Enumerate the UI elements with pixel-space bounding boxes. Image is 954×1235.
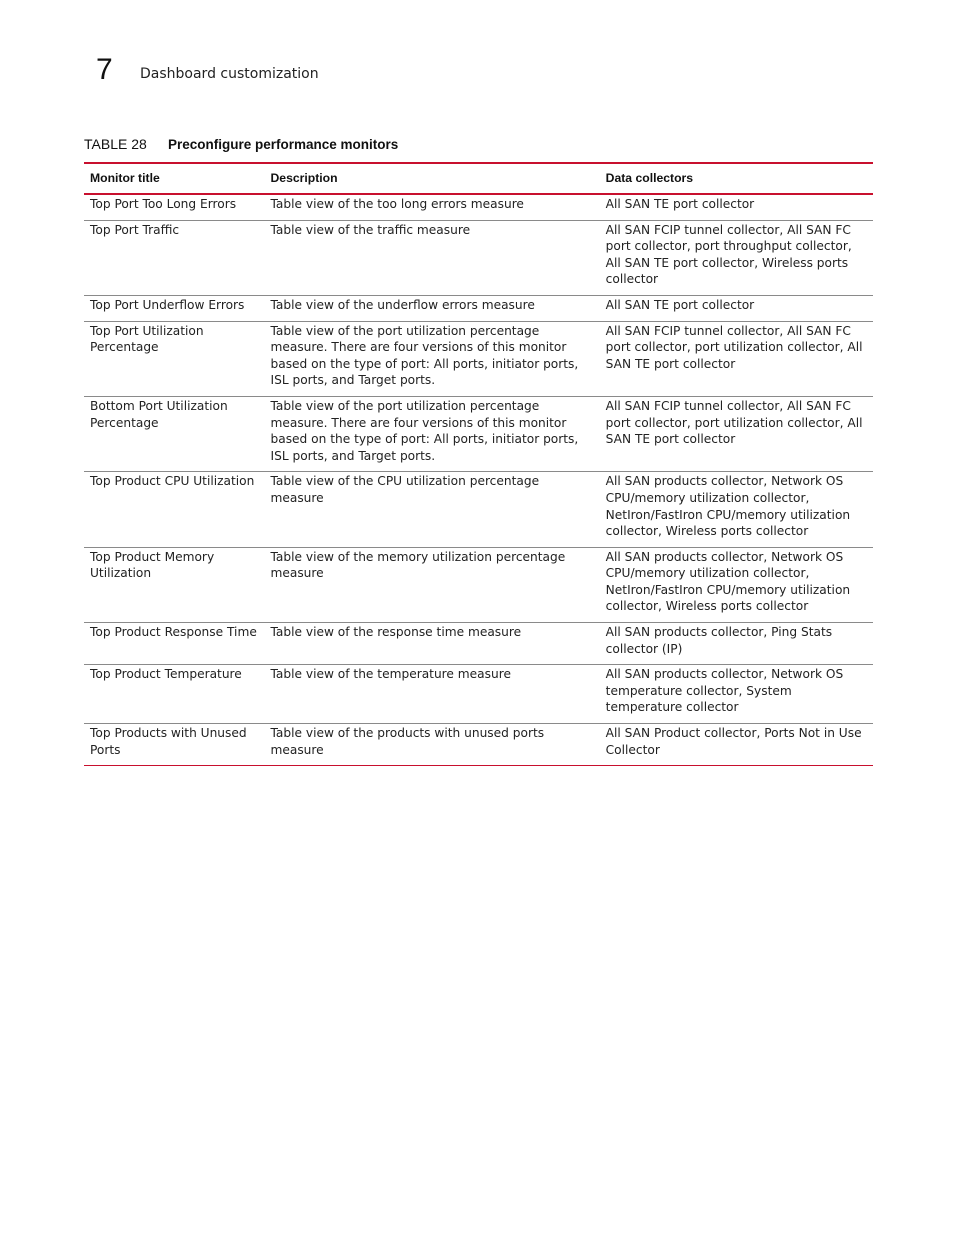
table-row: [84, 321, 873, 396]
monitor-title-cell: Top Port Too Long Errors: [84, 194, 264, 220]
data-collectors-cell: All SAN TE port collector: [600, 194, 873, 220]
description-cell: Table view of the response time measure: [264, 623, 599, 665]
monitor-title-cell: Top Products with Unused Ports: [84, 724, 264, 766]
monitor-title-cell: Top Product Temperature: [84, 665, 264, 724]
description-cell: Table view of the memory utilization percentage measure: [264, 547, 599, 622]
table-row: [84, 220, 873, 295]
description-cell: Table view of the port utilization percentage measure. There are four versions of this monitor based on the type of port: All ports, initiator ports, ISL ports, and Target ports.: [264, 396, 599, 471]
table-row: [84, 194, 873, 220]
chapter-number: 7: [96, 53, 113, 86]
table-row: [84, 396, 873, 471]
performance-monitors-table: [84, 162, 873, 766]
data-collectors-cell: All SAN products collector, Network OS CPU/memory utilization collector, NetIron/FastIron CPU/memory utilization collector, Wireless ports collector: [600, 472, 873, 547]
data-collectors-cell: All SAN FCIP tunnel collector, All SAN FC port collector, port utilization collector, All SAN TE port collector: [600, 321, 873, 396]
table-row: [84, 724, 873, 766]
monitor-title-cell: Top Port Traffic: [84, 220, 264, 295]
table-row: [84, 472, 873, 547]
column-header-description: Description: [270, 171, 338, 186]
description-cell: Table view of the too long errors measure: [264, 194, 599, 220]
data-collectors-cell: All SAN products collector, Network OS CPU/memory utilization collector, NetIron/FastIron CPU/memory utilization collector, Wireless ports collector: [600, 547, 873, 622]
data-collectors-cell: All SAN Product collector, Ports Not in Use Collector: [600, 724, 873, 766]
column-header-data-collectors: Data collectors: [605, 171, 694, 186]
data-collectors-cell: All SAN products collector, Network OS temperature collector, System temperature collector: [600, 665, 873, 724]
description-cell: Table view of the underflow errors measure: [264, 295, 599, 321]
table-row: [84, 665, 873, 724]
description-cell: Table view of the products with unused ports measure: [264, 724, 599, 766]
data-collectors-cell: All SAN TE port collector: [600, 295, 873, 321]
description-cell: Table view of the CPU utilization percentage measure: [264, 472, 599, 547]
table-row: [84, 623, 873, 665]
column-header-monitor-title: Monitor title: [90, 171, 160, 186]
description-cell: Table view of the port utilization percentage measure. There are four versions of this monitor based on the type of port: All ports, initiator ports, ISL ports, and Target ports.: [264, 321, 599, 396]
monitor-title-cell: Top Product Response Time: [84, 623, 264, 665]
monitor-title-cell: Top Product CPU Utilization: [84, 472, 264, 547]
monitor-title-cell: Top Port Underflow Errors: [84, 295, 264, 321]
data-collectors-cell: All SAN FCIP tunnel collector, All SAN FC port collector, port utilization collector, All SAN TE port collector: [600, 396, 873, 471]
description-cell: Table view of the traffic measure: [264, 220, 599, 295]
description-cell: Table view of the temperature measure: [264, 665, 599, 724]
table-row: [84, 295, 873, 321]
monitor-title-cell: Top Product Memory Utilization: [84, 547, 264, 622]
monitor-title-cell: Bottom Port Utilization Percentage: [84, 396, 264, 471]
table-header-row: [84, 163, 873, 194]
table-caption: [84, 135, 398, 154]
chapter-title: Dashboard customization: [140, 66, 319, 82]
table-row: [84, 547, 873, 622]
table-caption-label: TABLE 28: [84, 136, 147, 152]
monitor-title-cell: Top Port Utilization Percentage: [84, 321, 264, 396]
data-collectors-cell: All SAN products collector, Ping Stats collector (IP): [600, 623, 873, 665]
table-caption-title: Preconfigure performance monitors: [168, 137, 399, 152]
data-collectors-cell: All SAN FCIP tunnel collector, All SAN FC port collector, port throughput collector, All SAN TE port collector, Wireless ports collector: [600, 220, 873, 295]
